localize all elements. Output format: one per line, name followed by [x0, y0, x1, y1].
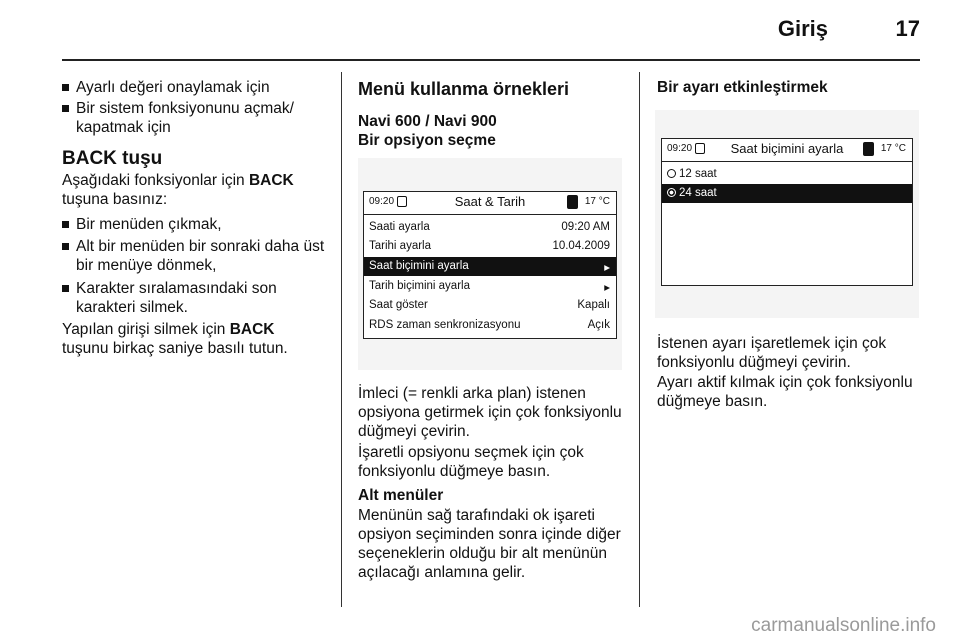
screen-illustration — [358, 158, 622, 370]
page-title: Giriş — [777, 16, 828, 41]
paragraph: Menünün sağ tarafındaki ok işareti opsiyon seçiminden sonra içinde diğer seçeneklerin olduğu bir alt menünün açılacağı anlamına gelir. — [358, 507, 621, 581]
menu-item[interactable]: Saati ayarla 09:20 AM — [369, 221, 610, 233]
header-divider — [62, 59, 920, 61]
menu-item[interactable]: Tarihi ayarla 10.04.2009 — [369, 240, 610, 252]
radio-option[interactable]: 12 saat — [662, 165, 912, 184]
menu-item-selected[interactable]: Saat biçimini ayarla ▸ — [364, 257, 616, 276]
status-bar: 09:20 Saat biçimini ayarla 17 °C — [662, 139, 912, 162]
bullet-icon — [62, 243, 69, 250]
radio-option-selected[interactable]: 24 saat — [662, 184, 912, 203]
watermark: carmanualsonline.info — [751, 615, 936, 636]
subheading: Navi 600 / Navi 900 — [358, 113, 497, 130]
section-heading: Bir ayarı etkinleştirmek — [657, 79, 828, 96]
paragraph: Ayarı aktif kılmak için çok fonksiyonlu düğmeye basın. — [657, 374, 913, 410]
radio-checked-icon — [667, 188, 676, 197]
chevron-right-icon: ▸ — [604, 262, 610, 274]
page-number: 17 — [895, 16, 920, 41]
paragraph: İşaretli opsiyonu seçmek için çok fonksiyonlu düğmeye basın. — [358, 444, 584, 480]
thermometer-icon — [863, 142, 874, 156]
delete-note: Yapılan girişi silmek için BACK tuşunu birkaç saniye basılı tutun. — [62, 321, 288, 357]
bullet-icon — [62, 84, 69, 91]
navi-screen — [661, 138, 913, 286]
menu-item[interactable]: RDS zaman senkronizasyonu Açık — [369, 319, 610, 331]
thermometer-icon — [567, 195, 578, 209]
back-intro: Aşağıdaki fonksiyonlar için BACK tuşuna basınız: — [62, 172, 294, 208]
navi-screen — [363, 191, 617, 339]
status-bar: 09:20 Saat & Tarih 17 °C — [364, 192, 616, 215]
screen-illustration — [655, 110, 919, 318]
column-divider-2 — [639, 72, 640, 607]
paragraph: İmleci (= renkli arka plan) istenen opsiyona getirmek için çok fonksiyonlu düğmeyi çevirin. — [358, 385, 622, 440]
subheading: Alt menüler — [358, 487, 444, 504]
radio-icon — [667, 169, 676, 178]
section-heading: Menü kullanma örnekleri — [358, 79, 570, 99]
bullet-icon — [62, 285, 69, 292]
menu-item[interactable]: Saat göster Kapalı — [369, 299, 610, 311]
menu-item[interactable]: Tarih biçimini ayarla ▸ — [369, 280, 610, 294]
paragraph: İstenen ayarı işaretlemek için çok fonksiyonlu düğmeyi çevirin. — [657, 335, 887, 371]
bullet-icon — [62, 105, 69, 112]
chevron-right-icon: ▸ — [604, 282, 610, 294]
subheading: Bir opsiyon seçme — [358, 132, 496, 149]
back-heading: BACK tuşu — [62, 148, 163, 169]
column-divider-1 — [341, 72, 342, 607]
bullet-icon — [62, 221, 69, 228]
